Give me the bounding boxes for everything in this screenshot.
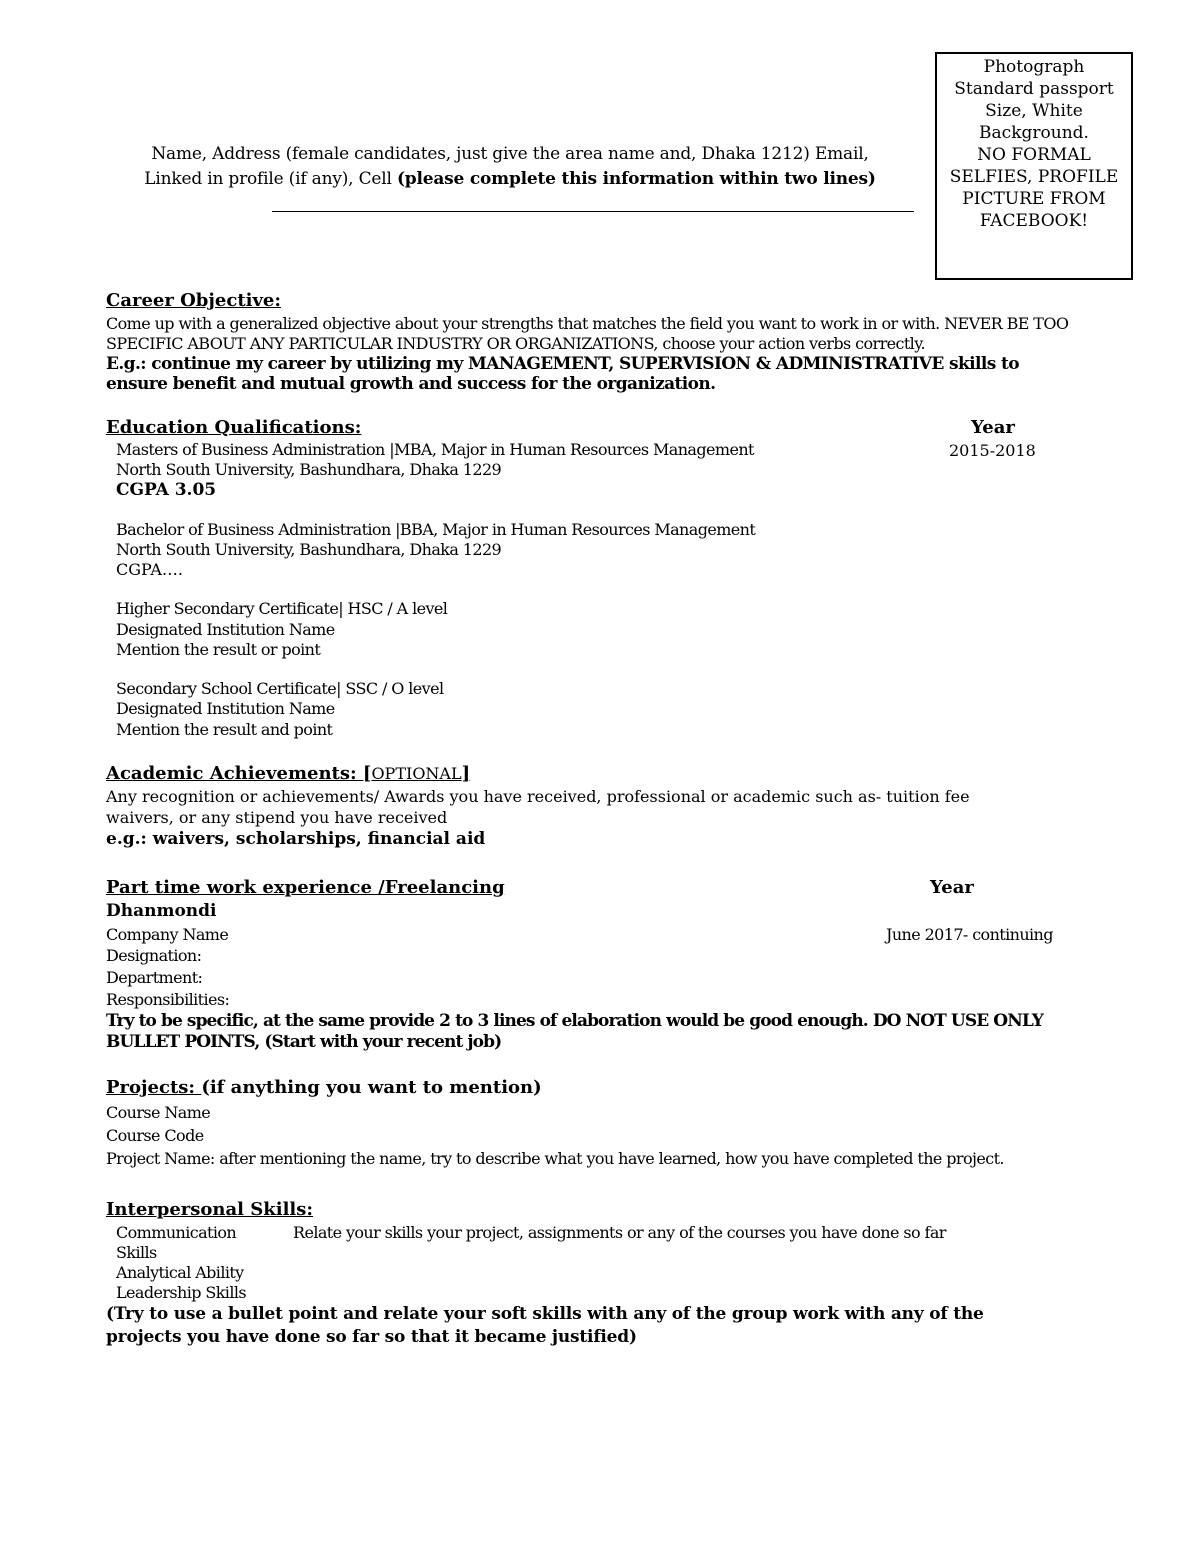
ssc-degree: Secondary School Certificate| SSC / O level bbox=[116, 679, 444, 698]
career-objective-heading: Career Objective: bbox=[106, 290, 282, 311]
work-note-line: BULLET POINTS, (Start with your recent job) bbox=[106, 1032, 502, 1052]
skill-item: Communication bbox=[116, 1223, 237, 1242]
work-year-heading: Year bbox=[930, 877, 974, 898]
skill-item: Analytical Ability bbox=[116, 1263, 244, 1282]
photo-line: NO FORMAL bbox=[977, 145, 1091, 165]
photo-line: FACEBOOK! bbox=[979, 211, 1089, 231]
academic-bracket: ] bbox=[461, 763, 471, 784]
education-year-heading: Year bbox=[971, 417, 1015, 438]
bba-institution: North South University, Bashundhara, Dhaka 1229 bbox=[116, 540, 502, 559]
education-heading: Education Qualifications: bbox=[106, 417, 362, 438]
work-heading: Part time work experience /Freelancing bbox=[106, 877, 505, 898]
contact-line-2-plain: Linked in profile (if any), Cell bbox=[144, 169, 397, 189]
career-example-line: E.g.: continue my career by utilizing my MANAGEMENT, SUPERVISION & ADMINISTRATIVE skills to bbox=[106, 354, 1020, 374]
photo-line: SELFIES, PROFILE bbox=[949, 167, 1119, 187]
work-note-line: Try to be specific, at the same provide 2 to 3 lines of elaboration would be good enough. DO NOT USE ONLY bbox=[106, 1011, 1044, 1031]
work-date: June 2017- continuing bbox=[886, 925, 1053, 944]
mba-cgpa: CGPA 3.05 bbox=[116, 480, 217, 500]
photo-line: Size, White bbox=[985, 101, 1083, 121]
work-designation: Designation: bbox=[106, 946, 202, 965]
academic-text-line: Any recognition or achievements/ Awards you have received, professional or academic such as- tuition fee bbox=[106, 787, 970, 806]
photo-line: Standard passport bbox=[954, 79, 1114, 99]
projects-heading: Projects: bbox=[106, 1077, 202, 1098]
photo-line: PICTURE FROM bbox=[962, 189, 1106, 209]
skills-note-line: projects you have done so far so that it became justified) bbox=[106, 1327, 637, 1347]
work-department: Department: bbox=[106, 968, 203, 987]
education-year-value: 2015-2018 bbox=[949, 441, 1036, 460]
bba-cgpa: CGPA…. bbox=[116, 560, 183, 579]
academic-heading: Academic Achievements: bbox=[106, 763, 363, 784]
contact-line-2-instruction: (please complete this information within two lines) bbox=[396, 169, 876, 189]
skills-relate-note: Relate your skills your project, assignments or any of the courses you have done so far bbox=[293, 1223, 946, 1242]
contact-line-1: Name, Address (female candidates, just give the area name and, Dhaka 1212) Email, bbox=[151, 144, 869, 164]
skills-heading: Interpersonal Skills: bbox=[106, 1199, 314, 1220]
mba-degree: Masters of Business Administration |MBA, Major in Human Resources Management bbox=[116, 440, 754, 459]
hsc-degree: Higher Secondary Certificate| HSC / A level bbox=[116, 599, 448, 618]
academic-text-line: waivers, or any stipend you have received bbox=[106, 808, 448, 827]
ssc-institution: Designated Institution Name bbox=[116, 699, 335, 718]
project-name-line: Project Name: after mentioning the name, try to describe what you have learned, how you have completed the project. bbox=[106, 1149, 1004, 1168]
contact-line-2 bbox=[100, 167, 920, 192]
ssc-result: Mention the result and point bbox=[116, 720, 333, 739]
photo-placeholder-box bbox=[935, 52, 1133, 280]
academic-example: e.g.: waivers, scholarships, financial aid bbox=[106, 829, 486, 849]
career-example-line: ensure benefit and mutual growth and success for the organization. bbox=[106, 374, 716, 394]
bba-degree: Bachelor of Business Administration |BBA, Major in Human Resources Management bbox=[116, 520, 756, 539]
hsc-result: Mention the result or point bbox=[116, 640, 321, 659]
projects-heading-note: (if anything you want to mention) bbox=[201, 1077, 542, 1098]
work-location: Dhanmondi bbox=[106, 901, 217, 921]
photo-line: Photograph bbox=[983, 57, 1085, 77]
header-divider bbox=[272, 211, 914, 212]
academic-optional: OPTIONAL bbox=[371, 764, 462, 783]
skills-note-line: (Try to use a bullet point and relate your soft skills with any of the group work with any of the bbox=[106, 1304, 984, 1324]
photo-line: Background. bbox=[979, 123, 1089, 143]
skill-item: Skills bbox=[116, 1243, 157, 1262]
work-company: Company Name bbox=[106, 925, 229, 944]
career-text-line: Come up with a generalized objective about your strengths that matches the field you want to work in or with. NEVER BE TOO bbox=[106, 314, 1069, 333]
work-responsibilities: Responsibilities: bbox=[106, 990, 230, 1009]
skill-item: Leadership Skills bbox=[116, 1283, 246, 1302]
contact-info-placeholder bbox=[100, 142, 920, 192]
career-text-line: SPECIFIC ABOUT ANY PARTICULAR INDUSTRY OR ORGANIZATIONS, choose your action verbs correctly. bbox=[106, 334, 925, 353]
project-course-code: Course Code bbox=[106, 1126, 204, 1145]
hsc-institution: Designated Institution Name bbox=[116, 620, 335, 639]
projects-heading-row bbox=[106, 1077, 542, 1098]
mba-institution: North South University, Bashundhara, Dhaka 1229 bbox=[116, 460, 502, 479]
project-course-name: Course Name bbox=[106, 1103, 211, 1122]
academic-heading-row bbox=[106, 763, 470, 784]
academic-bracket: [ bbox=[362, 763, 372, 784]
